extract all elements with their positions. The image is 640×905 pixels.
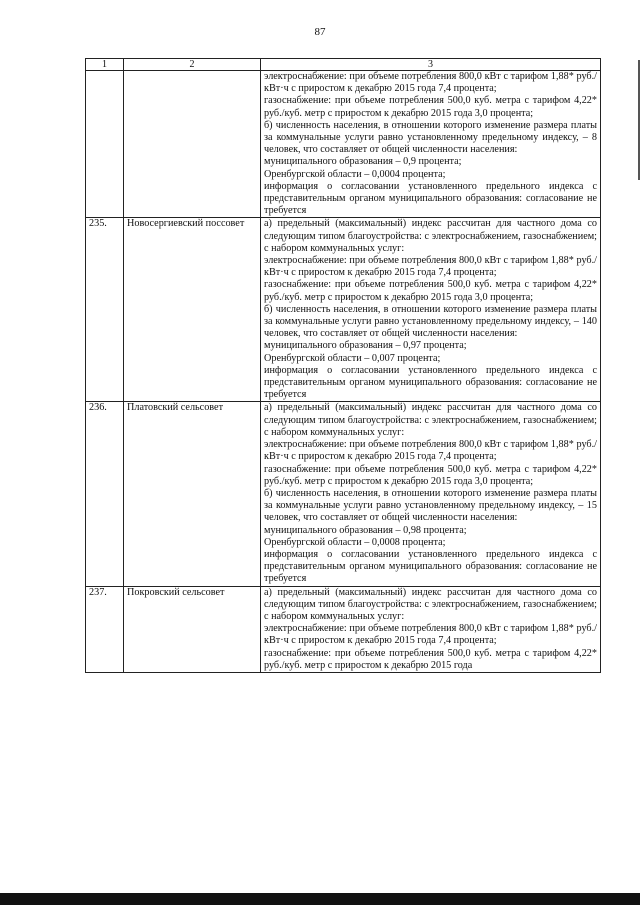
- table-header-row: [86, 59, 601, 71]
- description-paragraph: информация о согласовании установленного предельного индекса с представительным органом муниципального образования: согласование не требуется: [264, 180, 597, 217]
- row-number: [86, 71, 124, 218]
- description-paragraph: б) численность населения, в отношении которого изменение размера платы за коммунальные услуги равно установленному предельному индексу, – 140 человек, что составляет от общей численности населения:: [264, 303, 597, 340]
- description-paragraph: муниципального образования – 0,98 процента;: [264, 524, 467, 536]
- description-paragraph: муниципального образования – 0,97 процента;: [264, 340, 467, 352]
- description-paragraph: а) предельный (максимальный) индекс рассчитан для частного дома со следующим типом благоустройства: с электроснабжением, газоснабжением; с набором коммунальных услуг:: [264, 218, 597, 254]
- index-description: [261, 402, 601, 586]
- municipality-name: Покровский сельсовет: [124, 586, 261, 672]
- table-body: [86, 71, 601, 673]
- table-row: [86, 586, 601, 672]
- row-number: 236.: [86, 402, 124, 586]
- table-row: [86, 71, 601, 218]
- row-number: 235.: [86, 218, 124, 402]
- description-paragraph: электроснабжение: при объеме потребления 800,0 кВт с тарифом 1,88* руб./кВт·ч с приростом к декабрю 2015 года 7,4 процента;: [264, 71, 597, 95]
- description-paragraph: Оренбургской области – 0,0004 процента;: [264, 168, 446, 180]
- header-col-1: 1: [86, 59, 124, 71]
- description-paragraph: газоснабжение: при объеме потребления 500,0 куб. метра с тарифом 4,22* руб./куб. метр с приростом к декабрю 2015 года 3,0 процента;: [264, 95, 597, 119]
- page-number: 87: [314, 26, 326, 38]
- description-paragraph: а) предельный (максимальный) индекс рассчитан для частного дома со следующим типом благоустройства: с электроснабжением, газоснабжением; с набором коммунальных услуг:: [264, 402, 597, 438]
- scan-bottom-border: [0, 893, 640, 905]
- index-description: [261, 218, 601, 402]
- description-paragraph: электроснабжение: при объеме потребления 800,0 кВт с тарифом 1,88* руб./кВт·ч с приростом к декабрю 2015 года 7,4 процента;: [264, 255, 597, 279]
- description-paragraph: газоснабжение: при объеме потребления 500,0 куб. метра с тарифом 4,22* руб./куб. метр с приростом к декабрю 2015 года 3,0 процента;: [264, 279, 597, 303]
- table-row: [86, 218, 601, 402]
- municipality-name: Новосергиевский поссовет: [124, 218, 261, 402]
- description-paragraph: информация о согласовании установленного предельного индекса с представительным органом муниципального образования: согласование не требуется: [264, 364, 597, 401]
- description-paragraph: электроснабжение: при объеме потребления 800,0 кВт с тарифом 1,88* руб./кВт·ч с приростом к декабрю 2015 года 7,4 процента;: [264, 439, 597, 463]
- table-row: [86, 402, 601, 586]
- header-col-3: 3: [261, 59, 601, 71]
- municipality-name: Платовский сельсовет: [124, 402, 261, 586]
- municipality-name: [124, 71, 261, 218]
- description-paragraph: газоснабжение: при объеме потребления 500,0 куб. метра с тарифом 4,22* руб./куб. метр с приростом к декабрю 2015 года 3,0 процента;: [264, 463, 597, 487]
- header-col-2: 2: [124, 59, 261, 71]
- index-description: [261, 71, 601, 218]
- description-paragraph: а) предельный (максимальный) индекс рассчитан для частного дома со следующим типом благоустройства: с электроснабжением, газоснабжением; с набором коммунальных услуг:: [264, 586, 597, 622]
- description-paragraph: муниципального образования – 0,9 процента;: [264, 156, 462, 168]
- description-paragraph: газоснабжение: при объеме потребления 500,0 куб. метра с тарифом 4,22* руб./куб. метр с приростом к декабрю 2015 года: [264, 647, 597, 671]
- description-paragraph: электроснабжение: при объеме потребления 800,0 кВт с тарифом 1,88* руб./кВт·ч с приростом к декабрю 2015 года 7,4 процента;: [264, 623, 597, 647]
- row-number: 237.: [86, 586, 124, 672]
- description-paragraph: Оренбургской области – 0,007 процента;: [264, 352, 441, 364]
- index-description: [261, 586, 601, 672]
- municipal-index-table: [85, 58, 601, 673]
- description-paragraph: информация о согласовании установленного предельного индекса с представительным органом муниципального образования: согласование не требуется: [264, 548, 597, 585]
- description-paragraph: б) численность населения, в отношении которого изменение размера платы за коммунальные услуги равно установленному предельному индексу, – 8 человек, что составляет от общей численности населения:: [264, 119, 597, 156]
- description-paragraph: б) численность населения, в отношении которого изменение размера платы за коммунальные услуги равно установленному предельному индексу, – 15 человек, что составляет от общей численности населения:: [264, 487, 597, 524]
- description-paragraph: Оренбургской области – 0,0008 процента;: [264, 536, 446, 548]
